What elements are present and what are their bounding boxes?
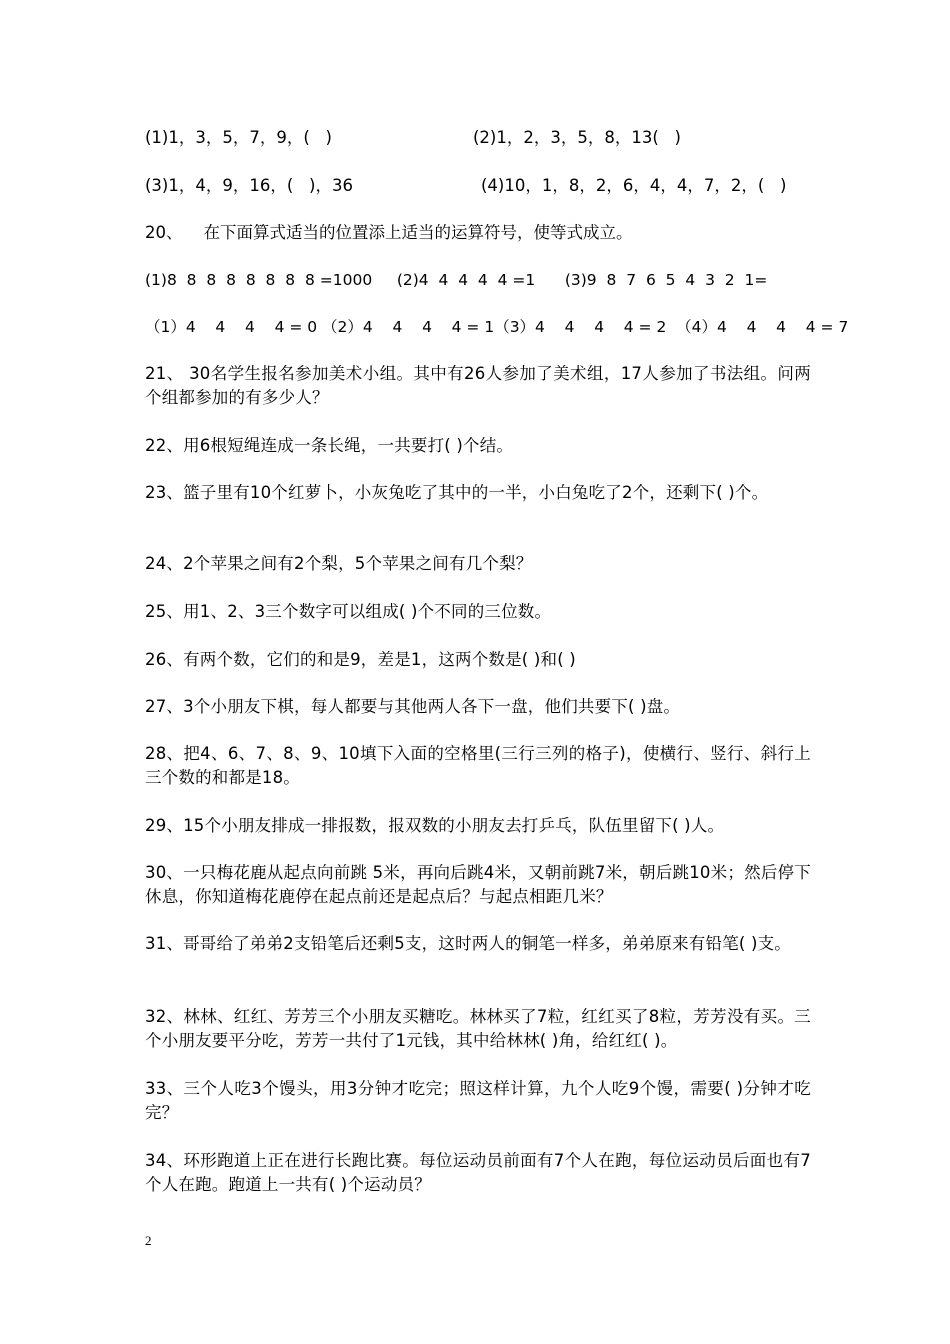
question-25: 25、用1、2、3三个数字可以组成( )个不同的三位数。: [145, 602, 552, 621]
sequence-2: (2)1，2，3，5，8，13( ): [473, 128, 681, 147]
question-20-row-2: （1）4 4 4 4 = 0 （2）4 4 4 4 = 1（3）4 4 4 4 = 2 （4）4 4 4 4 = 7: [145, 318, 849, 336]
page-number: 2: [145, 1233, 152, 1248]
sequence-1: (1)1，3，5，7，9，( ): [145, 128, 332, 147]
sequence-4: (4)10，1，8，2，6，4，4，7，2，( ): [481, 176, 787, 195]
question-23: 23、篮子里有10个红萝卜，小灰兔吃了其中的一半，小白兔吃了2个，还剩下( )个。: [145, 483, 769, 502]
question-33: 33、三个人吃3个馒头，用3分钟才吃完；照这样计算，九个人吃9个馒，需要( )分钟才吃完？: [145, 1079, 811, 1122]
question-20-row-1: (1)8 8 8 8 8 8 8 8 =1000 (2)4 4 4 4 4 =1 (3)9 8 7 6 5 4 3 2 1=: [145, 271, 768, 289]
question-29: 29、15个小朋友排成一排报数，报双数的小朋友去打乒乓，队伍里留下( )人。: [145, 816, 725, 835]
question-22: 22、用6根短绳连成一条长绳，一共要打( )个结。: [145, 436, 514, 455]
question-32: 32、林林、红红、芳芳三个小朋友买糖吃。林林买了7粒，红红买了8粒，芳芳没有买。三个小朋友要平分吃，芳芳一共付了1元钱，其中给林林( )角，给红红( )。: [145, 1007, 811, 1050]
question-34: 34、环形跑道上正在进行长跑比赛。每位运动员前面有7个人在跑，每位运动员后面也有7个人在跑。跑道上一共有( )个运动员？: [145, 1151, 811, 1194]
question-26: 26、有两个数，它们的和是9，差是1，这两个数是( )和( ): [145, 650, 576, 669]
question-24: 24、2个苹果之间有2个梨，5个苹果之间有几个梨？: [145, 554, 533, 573]
question-30: 30、一只梅花鹿从起点向前跳 5米，再向后跳4米，又朝前跳7米，朝后跳10米；然后停下休息，你知道梅花鹿停在起点前还是起点后？与起点相距几米？: [145, 863, 811, 906]
question-28: 28、把4、6、7、8、9、10填下入面的空格里(三行三列的格子)，使横行、竖行、斜行上三个数的和都是18。: [145, 744, 811, 787]
question-27: 27、3个小朋友下棋，每人都要与其他两人各下一盘，他们共要下( )盘。: [145, 697, 681, 716]
sequence-3: (3)1，4，9，16，( )，36: [145, 176, 353, 195]
question-20-title: 20、 在下面算式适当的位置添上适当的运算符号，使等式成立。: [145, 223, 633, 242]
question-31: 31、哥哥给了弟弟2支铅笔后还剩5支，这时两人的铜笔一样多，弟弟原来有铅笔( )支。: [145, 934, 792, 953]
question-21: 21、 30名学生报名参加美术小组。其中有26人参加了美术组，17人参加了书法组。问两个组都参加的有多少人？: [145, 364, 811, 407]
